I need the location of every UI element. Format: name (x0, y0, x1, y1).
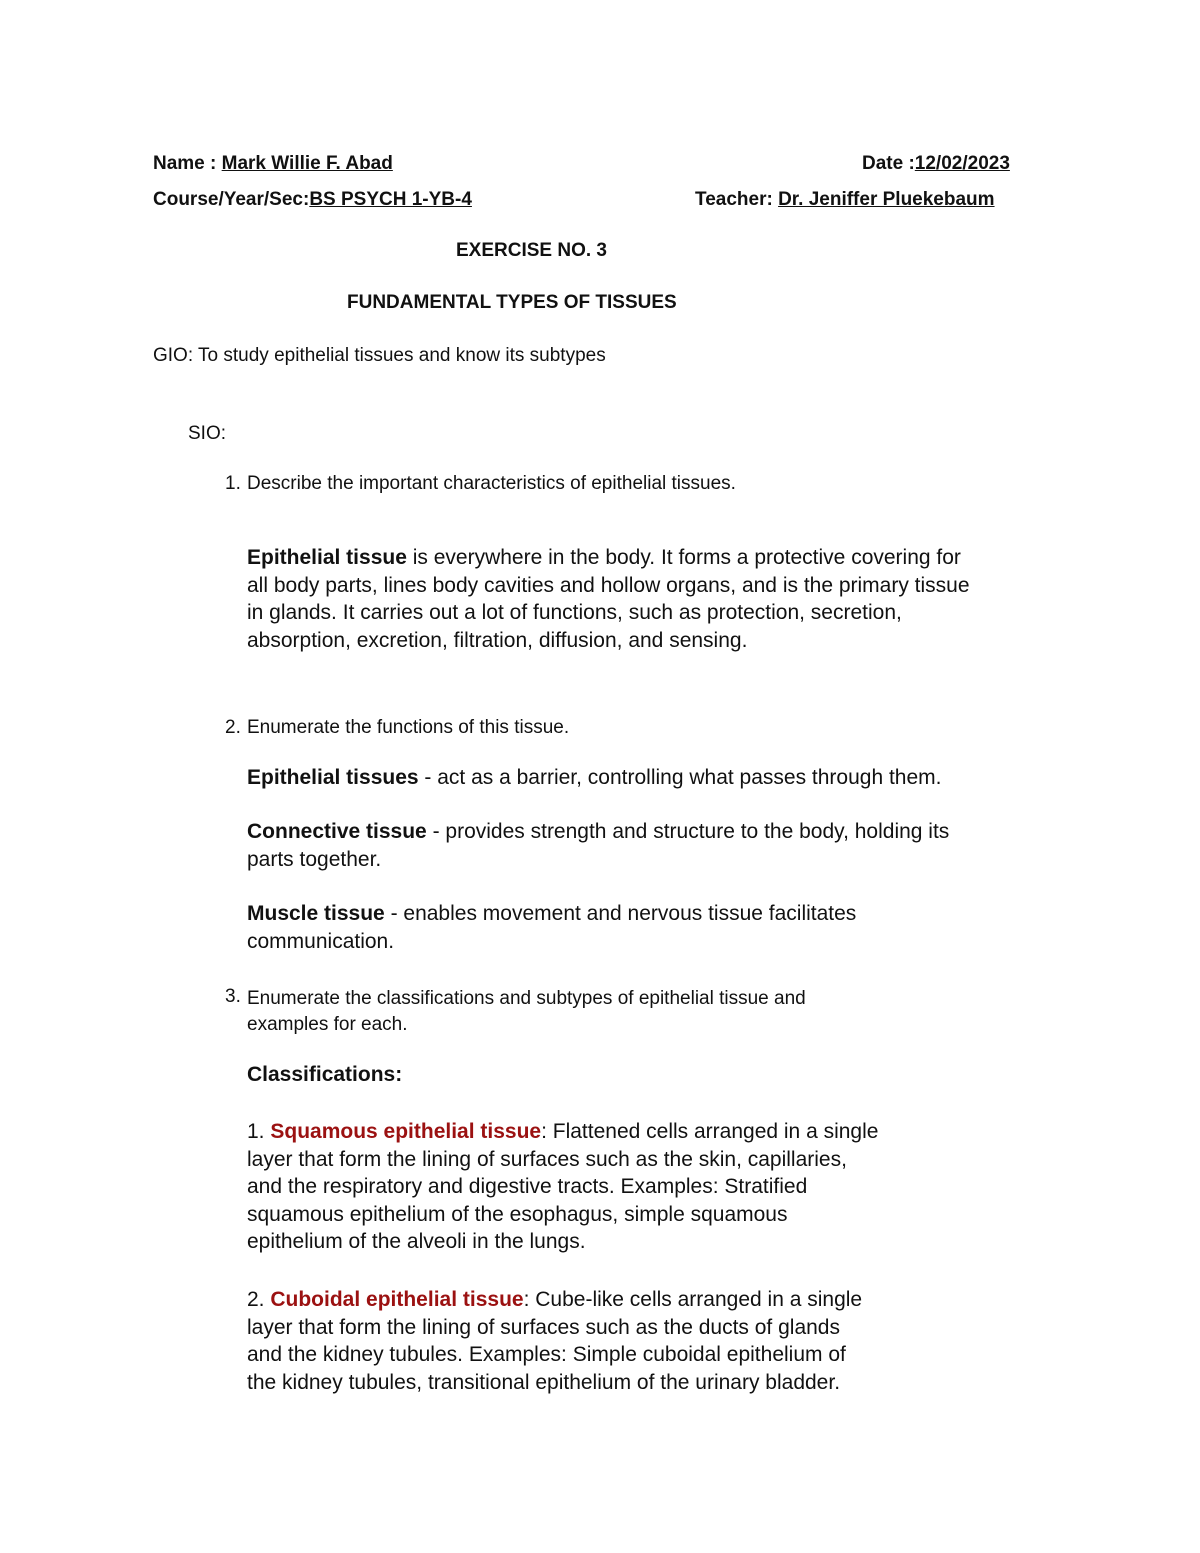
exercise-title: EXERCISE NO. 3 (456, 240, 607, 261)
classification-line: squamous epithelium of the esophagus, simple squamous (247, 1202, 788, 1226)
classification-line: and the respiratory and digestive tracts. Examples: Stratified (247, 1175, 808, 1198)
q1-number: 1. (225, 473, 241, 494)
q3-number: 3. (225, 986, 241, 1007)
classification-number: 1. (247, 1120, 271, 1143)
teacher-line (695, 189, 995, 211)
classification-term: Cuboidal epithelial tissue (270, 1288, 524, 1311)
q3-text-line: examples for each. (247, 1014, 408, 1035)
date-value: 12/02/2023 (914, 153, 1010, 174)
teacher-label: Teacher: (695, 189, 779, 210)
classification-cuboidal (247, 1286, 1087, 1396)
q1-answer-term: Epithelial tissue (247, 546, 407, 569)
q2-number: 2. (225, 717, 241, 738)
classification-number: 2. (247, 1288, 271, 1311)
q2-item-line: parts together. (247, 847, 382, 871)
sio-label: SIO: (188, 423, 227, 444)
q3-text (247, 986, 1087, 1038)
q2-item-epithelial (247, 764, 1087, 792)
q3-text-line: Enumerate the classifications and subtypes of epithelial tissue and (247, 988, 806, 1009)
date-line (862, 153, 1010, 175)
classification-line: layer that form the lining of surfaces such as the ducts of glands (247, 1315, 840, 1339)
course-label: Course/Year/Sec: (153, 189, 310, 210)
q2-item-line: - provides strength and structure to the body, holding its (426, 820, 950, 843)
date-label: Date : (862, 153, 915, 174)
q2-text: Enumerate the functions of this tissue. (247, 717, 570, 738)
q2-item-line: - act as a barrier, controlling what passes through them. (418, 766, 942, 789)
q1-text: Describe the important characteristics of epithelial tissues. (247, 473, 736, 494)
q2-item-term: Epithelial tissues (247, 766, 419, 789)
q1-answer-line: is everywhere in the body. It forms a protective covering for (406, 546, 961, 569)
gio-text: GIO: To study epithelial tissues and know its subtypes (153, 345, 606, 366)
q2-item-line: communication. (247, 929, 395, 953)
classification-line: : Flattened cells arranged in a single (541, 1120, 879, 1143)
classification-line: and the kidney tubules. Examples: Simple cuboidal epithelium of (247, 1343, 846, 1366)
q2-item-line: - enables movement and nervous tissue facilitates (384, 902, 857, 925)
q1-answer-line: absorption, excretion, filtration, diffusion, and sensing. (247, 628, 748, 652)
q2-item-term: Connective tissue (247, 820, 427, 843)
course-value: BS PSYCH 1-YB-4 (309, 189, 472, 210)
classification-line: epithelium of the alveoli in the lungs. (247, 1230, 586, 1253)
q1-answer-line: in glands. It carries out a lot of functions, such as protection, secretion, (247, 601, 902, 624)
classification-line: layer that form the lining of surfaces such as the skin, capillaries, (247, 1147, 847, 1171)
q1-answer-line: all body parts, lines body cavities and hollow organs, and is the primary tissue (247, 573, 970, 597)
classifications-label: Classifications: (247, 1063, 403, 1086)
teacher-value: Dr. Jeniffer Pluekebaum (778, 189, 995, 210)
q2-item-connective (247, 818, 1087, 873)
name-label: Name : (153, 153, 222, 174)
classification-line: : Cube-like cells arranged in a single (523, 1288, 863, 1311)
q2-item-term: Muscle tissue (247, 902, 385, 925)
classification-line: the kidney tubules, transitional epithelium of the urinary bladder. (247, 1370, 841, 1394)
topic-title: FUNDAMENTAL TYPES OF TISSUES (347, 292, 677, 313)
q1-answer (247, 544, 1087, 654)
classification-term: Squamous epithelial tissue (270, 1120, 542, 1143)
name-value: Mark Willie F. Abad (221, 153, 393, 174)
course-line (153, 189, 472, 211)
q2-item-muscle (247, 900, 1087, 955)
name-line (153, 153, 393, 175)
classification-squamous (247, 1118, 1087, 1256)
